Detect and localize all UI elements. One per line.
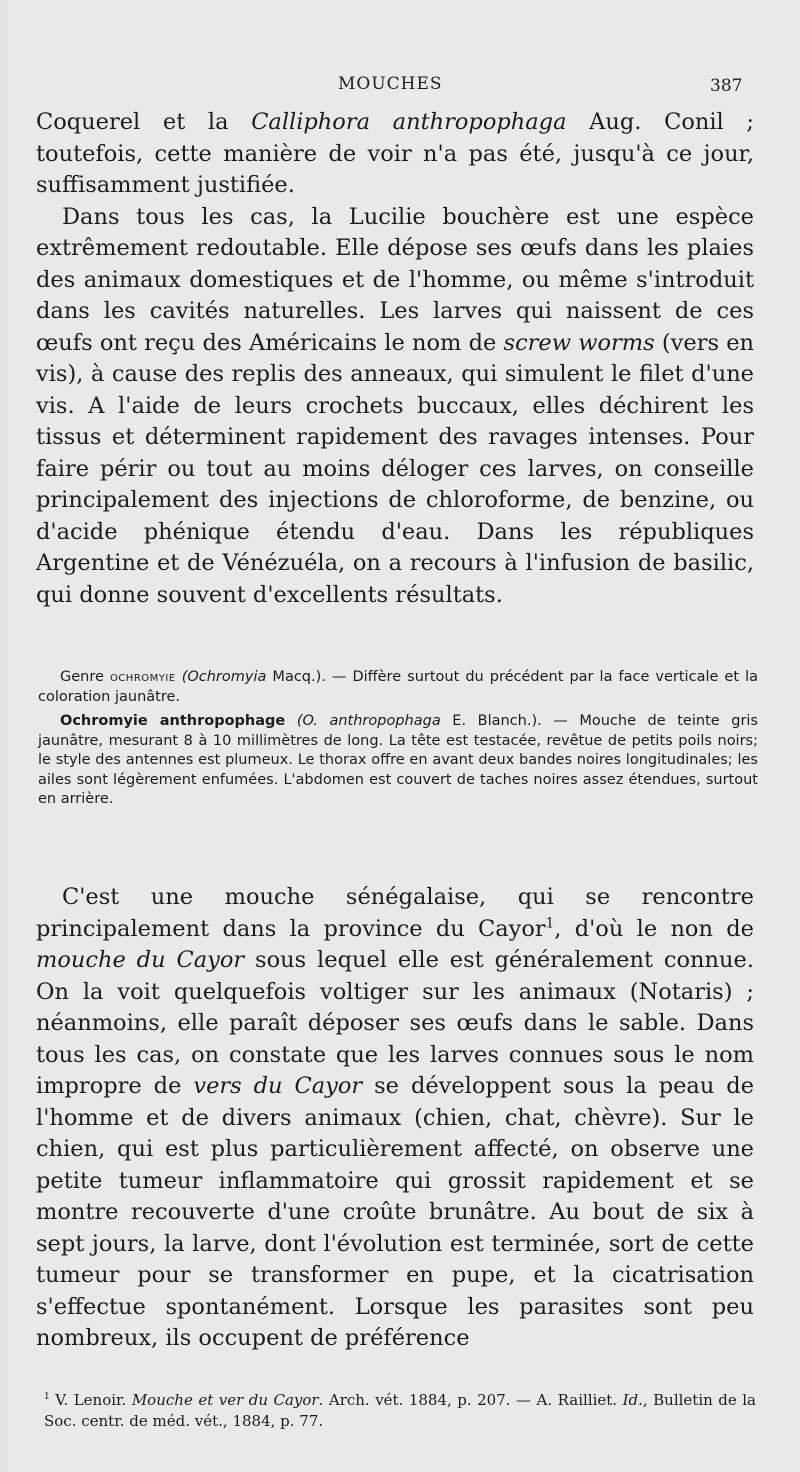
genre-latin: (Ochromyia xyxy=(181,669,267,685)
paragraph-3 xyxy=(36,882,754,1355)
species-latin: (O. anthropophaga xyxy=(296,713,441,729)
paragraph-3-text-4: se développent sous la peau de l'homme et de divers animaux (chien, chat, chèvre). Sur le chien, qui est plus particulièrement affecté, on observe une petite tumeur inflammatoire qui grossit rapidement et se montre recouverte d'une croûte brunâtre. Au bout de six à sept jours, la larve, dont l'évolution est terminée, sort de cette tumeur pour se transformer en pupe, et la cicatrisation s'effectue spontanément. Lorsque les parasites sont peu nombreux, ils occupent de préférence xyxy=(36,1073,755,1351)
main-text-top xyxy=(36,107,754,611)
page-number: 387 xyxy=(710,76,743,96)
paragraph-1-text: Coquerel et la xyxy=(36,109,252,135)
footnote-text-1: V. Lenoir. xyxy=(49,1391,132,1409)
paragraph-3-text: C'est une mouche sénégalaise, qui se rencontre principalement dans la province du Cayor xyxy=(36,884,754,942)
main-text-bottom xyxy=(36,882,754,1355)
paragraph-3-italic-2: vers du Cayor xyxy=(193,1073,363,1099)
paragraph-2-text: Dans tous les cas, la Lucilie bouchère est une espèce extrêmement redoutable. Elle dépose ses œufs dans les plaies des animaux domestiques et de l'homme, ou même s'introduit dans les cavités naturelles. Les larves qui naissent de ces œufs ont reçu des Américains le nom de xyxy=(36,203,754,356)
footnote-italic-1: Mouche et ver du Cayor xyxy=(131,1391,319,1409)
genus-description xyxy=(38,668,758,815)
footnote-reference: 1 xyxy=(545,915,555,931)
paragraph-2-text-end: (vers en vis), à cause des replis des anneaux, qui simulent le filet d'une vis. A l'aide de leurs crochets buccaux, elles déchirent les tissus et déterminent rapidement des ravages intenses. Pour faire périr ou tout au moins déloger ces larves, on conseille principalement des injections de chloroforme, de benzine, ou d'acide phénique étendu d'eau. Dans les républiques Argentine et de Vénézuéla, on a recours à l'infusion de basilic, qui donne souvent d'excellents résultats. xyxy=(36,329,755,608)
footnote-mark: 1 xyxy=(44,1392,50,1402)
footnote-text-3: , Bulletin de la Soc. centr. de méd. vét., 1884, p. 77. xyxy=(44,1391,756,1430)
paragraph-2 xyxy=(36,202,754,612)
footnote xyxy=(44,1390,756,1432)
genre-prefix: Genre xyxy=(60,669,110,685)
species-entry xyxy=(38,712,758,810)
species-description: E. Blanch.). — Mouche de teinte gris jaunâtre, mesurant 8 à 10 millimètres de long. La tête est testacée, revêtue de petits poils noirs; le style des antennes est plumeux. Le thorax offre en avant deux bandes noires longitudinales; les ailes sont légèrement enfumées. L'abdomen est couvert de taches noires assez étendues, surtout en arrière. xyxy=(38,713,758,807)
footnote-text-2: . Arch. vét. 1884, p. 207. — A. Railliet. xyxy=(318,1391,623,1409)
footnote-italic-2: Id. xyxy=(622,1391,643,1409)
paragraph-3-italic-1: mouche du Cayor xyxy=(36,947,245,973)
page-header xyxy=(0,70,800,100)
paragraph-1 xyxy=(36,107,754,202)
paragraph-1-italic: Calliphora anthropophaga xyxy=(251,109,567,135)
genre-entry xyxy=(38,668,758,707)
running-title: MOUCHES xyxy=(338,74,443,94)
paragraph-3-text-2: , d'où le non de xyxy=(554,915,754,942)
genre-description: Macq.). — Diffère surtout du précédent par la face verticale et la coloration jaunâtre. xyxy=(38,669,758,705)
paragraph-1-text-end: Aug. Conil ; toutefois, cette manière de voir n'a pas été, jusqu'à ce jour, suffisamment justifiée. xyxy=(36,109,754,198)
paragraph-3-text-3: sous lequel elle est généralement connue. On la voit quelquefois voltiger sur les animaux (Notaris) ; néanmoins, elle paraît déposer ses œufs dans le sable. Dans tous les cas, on constate que les larves connues sous le nom impropre de xyxy=(36,947,754,1099)
paragraph-2-italic: screw worms xyxy=(503,329,655,356)
genre-name: ochromyie xyxy=(109,669,176,685)
species-name: Ochromyie anthropophage xyxy=(60,713,286,729)
